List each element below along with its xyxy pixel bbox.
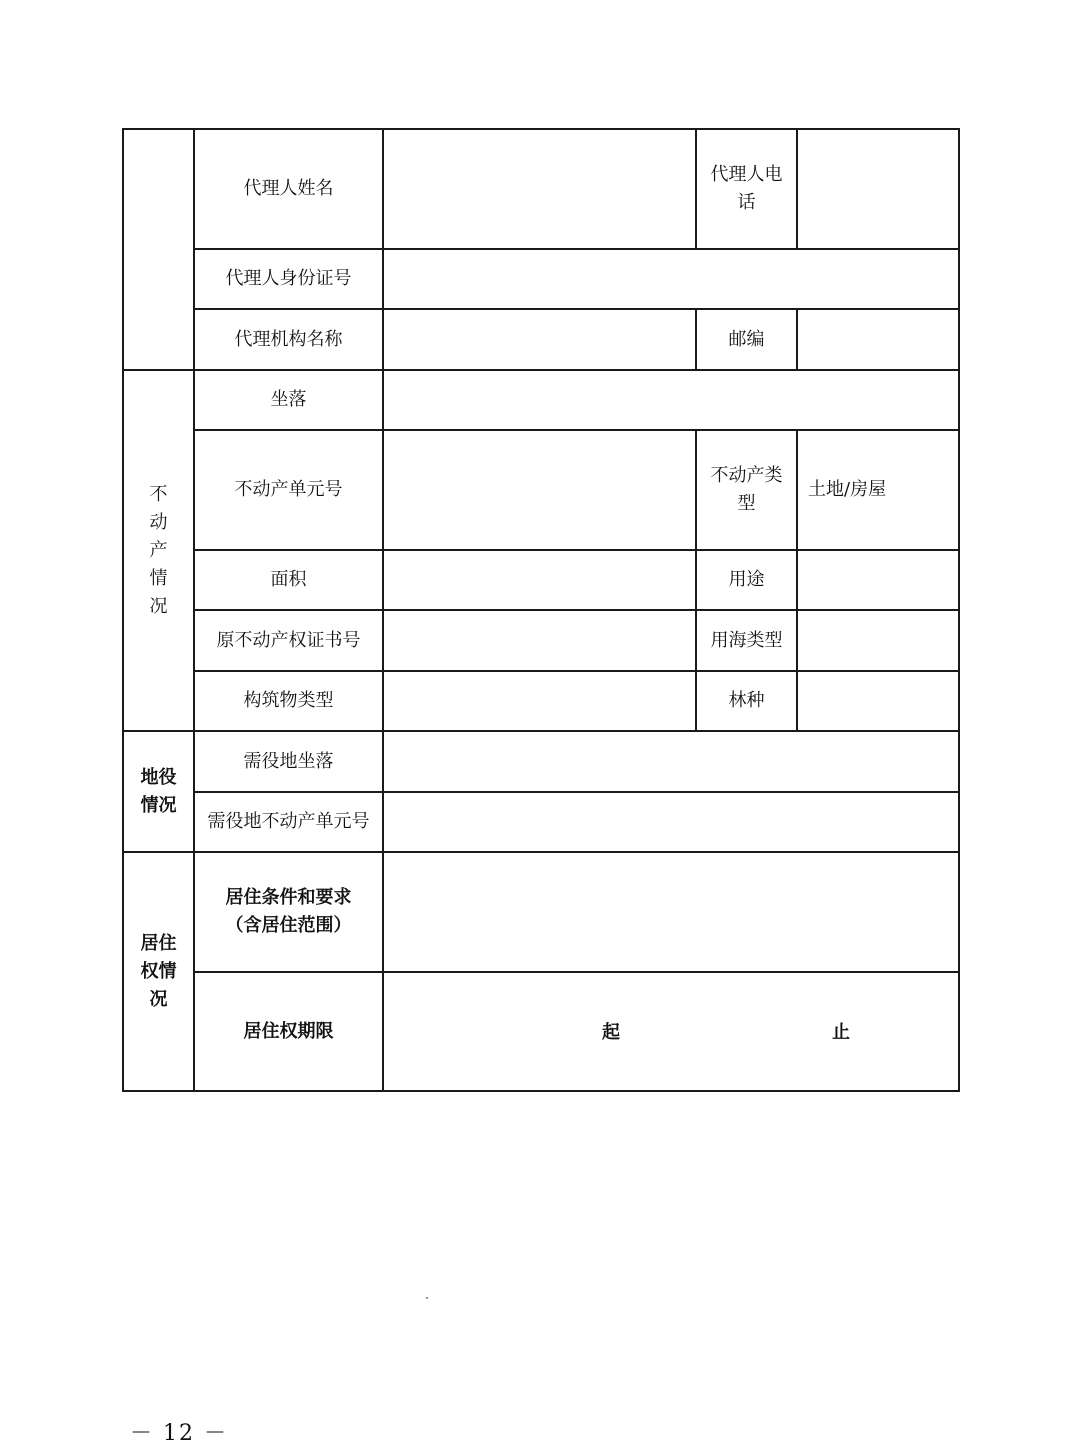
easement-unit-row — [123, 792, 959, 852]
postcode-label: 邮编 — [696, 309, 797, 370]
registration-form-table — [122, 128, 960, 1092]
residence-period-field[interactable] — [383, 972, 959, 1091]
agent-phone-label: 代理人电话 — [710, 164, 783, 213]
property-type-label-cell — [696, 430, 797, 550]
postcode-field[interactable] — [797, 309, 959, 370]
property-unit-row — [123, 430, 959, 550]
agent-phone-field[interactable] — [797, 129, 959, 249]
residence-section-cell — [123, 852, 194, 1091]
agent-org-field[interactable] — [383, 309, 696, 370]
sea-type-field[interactable] — [797, 610, 959, 671]
easement-location-field[interactable] — [383, 731, 959, 792]
residence-conditions-row — [123, 852, 959, 972]
property-usage-field[interactable] — [797, 550, 959, 610]
property-type-label: 不动产类型 — [710, 465, 783, 514]
easement-location-row — [123, 731, 959, 792]
scan-speck — [426, 1297, 428, 1299]
property-type-value[interactable]: 土地/房屋 — [797, 430, 959, 550]
agent-name-row — [123, 129, 959, 249]
period-end-label: 止 — [832, 1022, 850, 1043]
property-location-label: 坐落 — [194, 370, 383, 430]
agent-id-field[interactable] — [383, 249, 959, 309]
property-section-label: 不动产情况 — [149, 483, 168, 617]
agent-name-label: 代理人姓名 — [194, 129, 383, 249]
property-unit-no-label: 不动产单元号 — [194, 430, 383, 550]
property-area-label: 面积 — [194, 550, 383, 610]
residence-conditions-label-cell — [194, 852, 383, 972]
forest-type-field[interactable] — [797, 671, 959, 731]
agent-org-label: 代理机构名称 — [194, 309, 383, 370]
original-cert-label: 原不动产权证书号 — [194, 610, 383, 671]
property-location-field[interactable] — [383, 370, 959, 430]
residence-conditions-field[interactable] — [383, 852, 959, 972]
residence-conditions-label: 居住条件和要求（含居住范围） — [225, 887, 352, 936]
agent-org-row — [123, 309, 959, 370]
structure-type-field[interactable] — [383, 671, 696, 731]
agent-id-label: 代理人身份证号 — [194, 249, 383, 309]
original-cert-row — [123, 610, 959, 671]
residence-section-label: 居住权情况 — [140, 932, 177, 1010]
easement-unit-no-field[interactable] — [383, 792, 959, 852]
residence-period-row — [123, 972, 959, 1091]
easement-location-label: 需役地坐落 — [194, 731, 383, 792]
structure-type-row — [123, 671, 959, 731]
period-start-label: 起 — [602, 1022, 620, 1043]
agent-id-row — [123, 249, 959, 309]
property-location-row — [123, 370, 959, 430]
easement-unit-no-label: 需役地不动产单元号 — [194, 792, 383, 852]
structure-type-label: 构筑物类型 — [194, 671, 383, 731]
property-section-cell — [123, 370, 194, 731]
sea-type-label: 用海类型 — [696, 610, 797, 671]
property-usage-label: 用途 — [696, 550, 797, 610]
residence-period-label: 居住权期限 — [194, 972, 383, 1091]
page-number: － 12 － — [130, 1421, 228, 1446]
property-unit-no-field[interactable] — [383, 430, 696, 550]
agent-section-label — [123, 129, 194, 370]
original-cert-field[interactable] — [383, 610, 696, 671]
property-area-row — [123, 550, 959, 610]
forest-type-label: 林种 — [696, 671, 797, 731]
easement-section-cell — [123, 731, 194, 852]
agent-name-field[interactable] — [383, 129, 696, 249]
easement-section-label: 地役情况 — [140, 766, 177, 816]
property-area-field[interactable] — [383, 550, 696, 610]
agent-phone-label-cell — [696, 129, 797, 249]
